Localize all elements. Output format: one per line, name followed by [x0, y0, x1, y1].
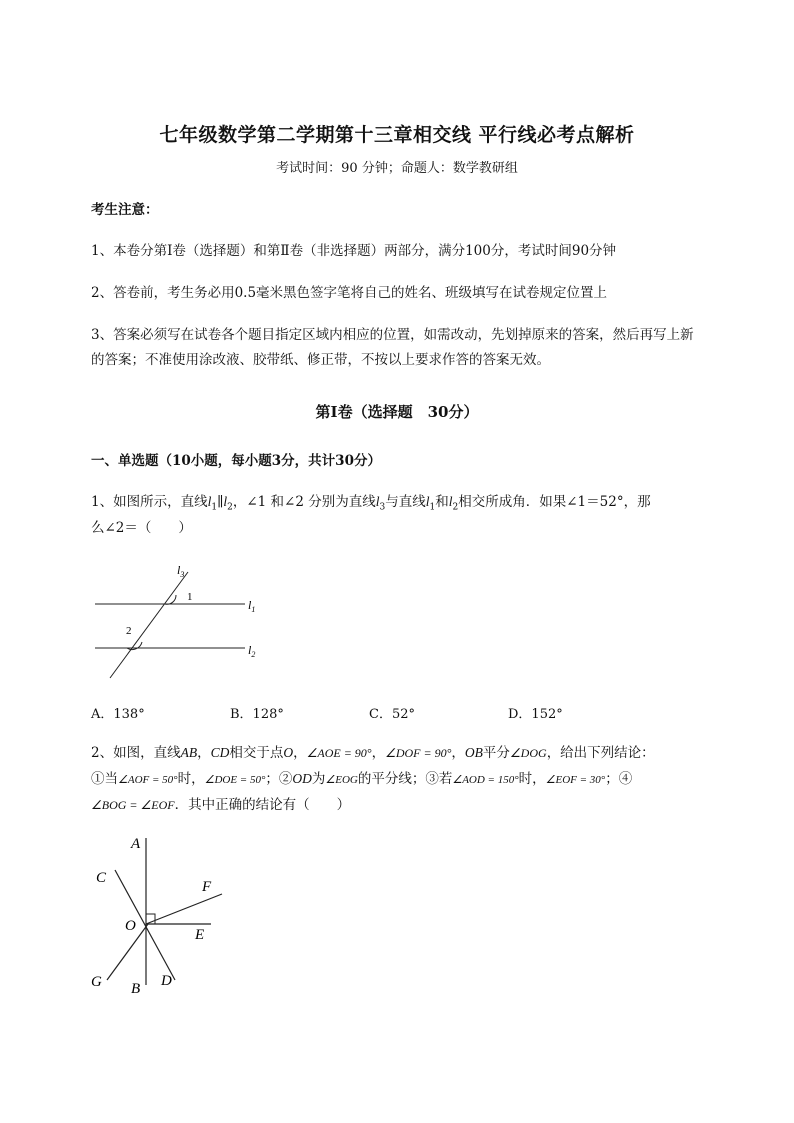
q2-text: 为 — [311, 771, 326, 787]
q1-text-d: 和 — [435, 494, 449, 510]
q2-text: ①当 — [91, 771, 118, 787]
q1-option-c[interactable]: C．52° — [369, 707, 415, 722]
q2-text: ， — [371, 745, 386, 761]
q2-stem-line1 — [91, 743, 655, 763]
q2-text: 平分 — [482, 745, 510, 761]
q2-eog: ∠EOG — [325, 774, 358, 786]
q1-text-e: 相交所成角．如果∠1＝52°，那 — [458, 494, 651, 510]
label-e: E — [195, 927, 205, 943]
q2-aof: ∠AOF = 50° — [118, 774, 178, 786]
q1-stem — [91, 492, 731, 518]
section-title: 第Ⅰ卷（选择题 30分） — [315, 403, 479, 421]
q2-text: 时， — [177, 771, 205, 787]
q2-ab: AB — [180, 745, 198, 760]
label-g: G — [91, 974, 102, 990]
q1-l1b-sub: 1 — [429, 502, 436, 513]
q1-l2b-sub: 2 — [452, 502, 459, 513]
q2-text: ， — [293, 745, 307, 761]
q2-text: 2、如图，直线 — [91, 745, 181, 761]
q2-text: ；② — [265, 771, 293, 787]
q2-o: O — [283, 745, 294, 760]
q2-bog: ∠BOG = ∠EOF — [91, 798, 175, 812]
q1-l2b: l — [448, 494, 453, 509]
q1-l3-sub: 3 — [379, 502, 386, 513]
notice-item-3: 3、答案必须写在试卷各个题目指定区域内相应的位置，如需改动，先划掉原来的答案，然后再写上新 — [91, 327, 694, 343]
notice-item-2: 2、答卷前，考生务必用0.5毫米黑色签字笔将自己的姓名、班级填写在试卷规定位置上 — [91, 285, 608, 301]
q1-l1: l — [207, 494, 212, 509]
section-subheading: 一、单选题（10小题，每小题3分，共计30分） — [91, 453, 381, 469]
label-b: B — [131, 981, 141, 997]
q2-text: 相交于点 — [229, 745, 284, 761]
q2-text: ， — [451, 745, 465, 761]
label-c: C — [96, 870, 107, 886]
q1-l2-sub: 2 — [227, 502, 233, 513]
q2-aod: ∠AOD = 150° — [452, 774, 519, 786]
q2-text: 的平分线；③若 — [357, 771, 453, 787]
q2-text: ．其中正确的结论有（ ） — [174, 797, 351, 813]
q1-text-a: 如图所示，直线 — [113, 494, 208, 510]
q2-text: ；④ — [605, 771, 633, 787]
q2-text: ，给出下列结论： — [546, 745, 655, 761]
q2-stem-line2 — [91, 769, 632, 790]
q1-l2: l — [223, 494, 228, 509]
notice-heading: 考生注意： — [91, 202, 159, 218]
q2-figure — [85, 830, 225, 1000]
q1-figure — [85, 560, 285, 685]
q1-number: 1、 — [91, 494, 114, 510]
label-d: D — [161, 973, 172, 989]
q1-option-b[interactable]: B．128° — [230, 707, 284, 722]
notice-item-1: 1、本卷分第Ⅰ卷（选择题）和第Ⅱ卷（非选择题）两部分，满分100分，考试时间90分钟 — [91, 243, 617, 259]
label-a: A — [131, 836, 141, 852]
label-l2: $l_2$ — [248, 643, 256, 659]
page-title: 七年级数学第二学期第十三章相交线 平行线必考点解析 — [159, 124, 635, 146]
q2-text: ， — [197, 745, 211, 761]
q1-l1b: l — [425, 494, 430, 509]
q2-eof: ∠EOF = 30° — [545, 774, 606, 786]
q2-dog: ∠DOG — [509, 746, 547, 760]
q1-l1-sub: 1 — [211, 502, 218, 513]
q2-ob: OB — [464, 745, 483, 760]
label-o: O — [125, 918, 136, 934]
q2-cd: CD — [210, 745, 230, 760]
q2-od: OD — [292, 771, 312, 786]
label-angle2: 2 — [126, 625, 132, 637]
notice-item-3-cont: 的答案；不准使用涂改液、胶带纸、修正带，不按以上要求作答的答案无效。 — [91, 352, 550, 368]
ray-of — [146, 894, 222, 924]
label-l3: $l_3$ — [177, 563, 185, 579]
label-l1: $l_1$ — [248, 598, 256, 614]
q1-stem-line2: 么∠2＝（ ） — [91, 520, 192, 536]
q1-l3: l — [375, 494, 380, 509]
q2-text: 时， — [518, 771, 546, 787]
label-f: F — [202, 879, 212, 895]
line-l3 — [110, 572, 188, 678]
q1-option-d[interactable]: D．152° — [508, 707, 563, 722]
q2-stem-line3 — [91, 795, 350, 815]
line-cd — [115, 870, 175, 980]
q1-parallel: ∥ — [217, 494, 224, 510]
q1-text-c: 与直线 — [385, 494, 426, 510]
q1-text-b: ，∠1 和∠2 分别为直线 — [232, 494, 376, 510]
q2-dof: ∠DOF = 90° — [385, 746, 452, 760]
q2-aoe: ∠AOE = 90° — [306, 746, 372, 760]
q2-doe: ∠DOE = 50° — [204, 774, 266, 786]
exam-info: 考试时间：90 分钟；命题人：数学教研组 — [276, 161, 518, 176]
label-angle1: 1 — [187, 591, 193, 603]
q1-option-a[interactable]: A．138° — [91, 707, 145, 722]
